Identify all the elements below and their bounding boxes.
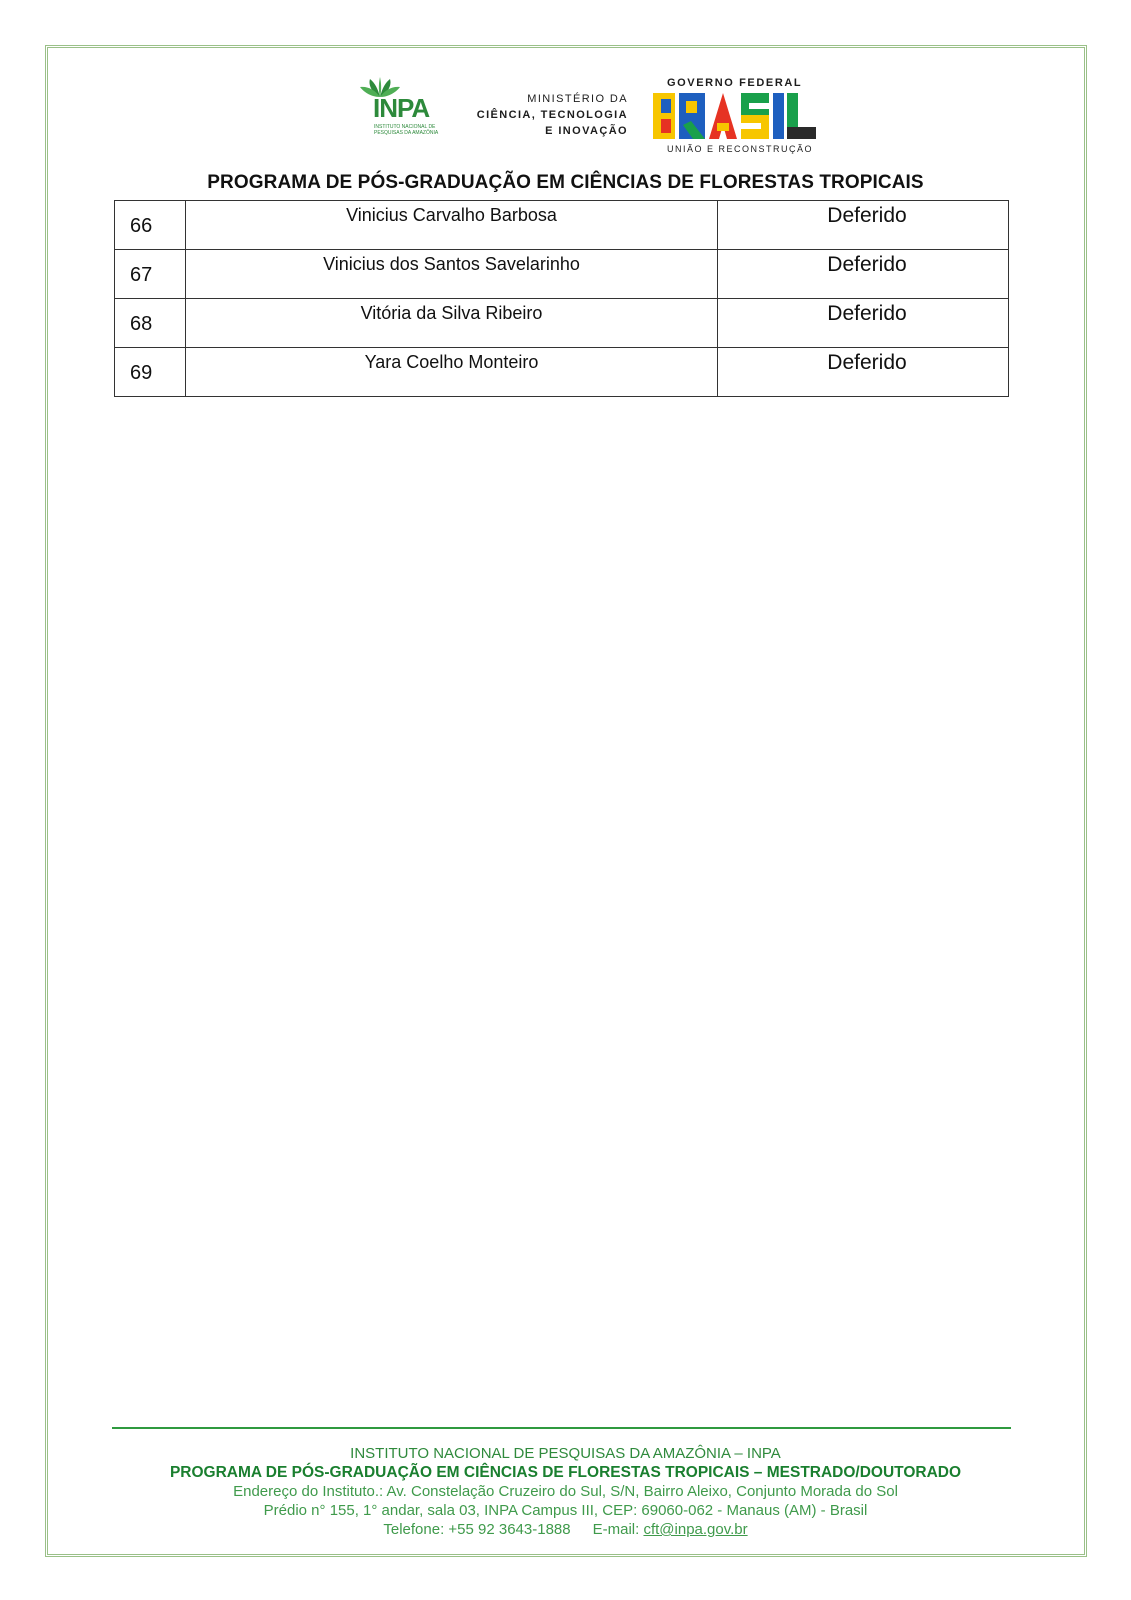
status-text: Deferido	[827, 204, 907, 227]
row-number-cell	[115, 348, 186, 397]
government-top-text: GOVERNO FEDERAL	[667, 77, 803, 89]
row-number: 68	[130, 313, 153, 335]
row-number: 66	[130, 215, 153, 237]
status-cell	[718, 299, 1009, 348]
row-number: 69	[130, 362, 153, 384]
candidate-name: Yara Coelho Monteiro	[364, 352, 539, 372]
footer	[0, 1444, 1131, 1539]
footer-email-link[interactable]: cft@inpa.gov.br	[643, 1521, 748, 1538]
status-cell	[718, 348, 1009, 397]
footer-contact	[0, 1520, 1131, 1539]
candidate-name-cell	[186, 250, 718, 299]
government-logo	[650, 77, 825, 159]
brasil-wordmark-icon	[653, 93, 816, 139]
candidate-name: Vinicius dos Santos Savelarinho	[323, 254, 580, 274]
ministry-line-1: MINISTÉRIO DA	[527, 93, 628, 105]
footer-program: PROGRAMA DE PÓS-GRADUAÇÃO EM CIÊNCIAS DE FLORESTAS TROPICAIS – MESTRADO/DOUTORADO	[169, 1464, 962, 1481]
status-cell	[718, 201, 1009, 250]
footer-building: Prédio n° 155, 1° andar, sala 03, INPA Campus III, CEP: 69060-062 - Manaus (AM) - Brasil	[263, 1502, 868, 1519]
footer-phone: Telefone: +55 92 3643-1888	[383, 1521, 571, 1538]
program-title: PROGRAMA DE PÓS-GRADUAÇÃO EM CIÊNCIAS DE FLORESTAS TROPICAIS	[207, 172, 924, 193]
inpa-wordmark: INPA	[373, 93, 430, 123]
row-number-cell	[115, 299, 186, 348]
row-number: 67	[130, 264, 153, 286]
header-logos	[0, 75, 1131, 159]
status-text: Deferido	[827, 253, 907, 276]
brasil-wordmark	[653, 93, 816, 144]
status-cell	[718, 250, 1009, 299]
ministry-line-3: E INOVAÇÃO	[545, 125, 628, 137]
row-number-cell	[115, 201, 186, 250]
table-row	[115, 201, 1009, 250]
inpa-subtitle: INSTITUTO NACIONAL DE PESQUISAS DA AMAZÔNIA	[374, 124, 439, 136]
footer-email-label: E-mail:	[592, 1521, 640, 1538]
candidate-name-cell	[186, 201, 718, 250]
results-table	[114, 200, 1009, 397]
table-row	[115, 299, 1009, 348]
status-text: Deferido	[827, 302, 907, 325]
footer-institute: INSTITUTO NACIONAL DE PESQUISAS DA AMAZÔNIA – INPA	[350, 1445, 781, 1462]
ministry-logo	[465, 91, 628, 139]
government-bottom-text: UNIÃO E RECONSTRUÇÃO	[667, 144, 814, 154]
footer-divider	[112, 1427, 1011, 1429]
row-number-cell	[115, 250, 186, 299]
candidate-name-cell	[186, 299, 718, 348]
footer-address: Endereço do Instituto.: Av. Constelação Cruzeiro do Sul, S/N, Bairro Aleixo, Conjunto Morada do Sol	[233, 1483, 898, 1500]
ministry-line-2: CIÊNCIA, TECNOLOGIA	[476, 109, 628, 121]
candidate-name-cell	[186, 348, 718, 397]
table-row	[115, 348, 1009, 397]
candidate-name: Vinicius Carvalho Barbosa	[346, 205, 557, 225]
inpa-logo	[360, 77, 444, 137]
status-text: Deferido	[827, 351, 907, 374]
table-row	[115, 250, 1009, 299]
candidate-name: Vitória da Silva Ribeiro	[360, 303, 543, 323]
